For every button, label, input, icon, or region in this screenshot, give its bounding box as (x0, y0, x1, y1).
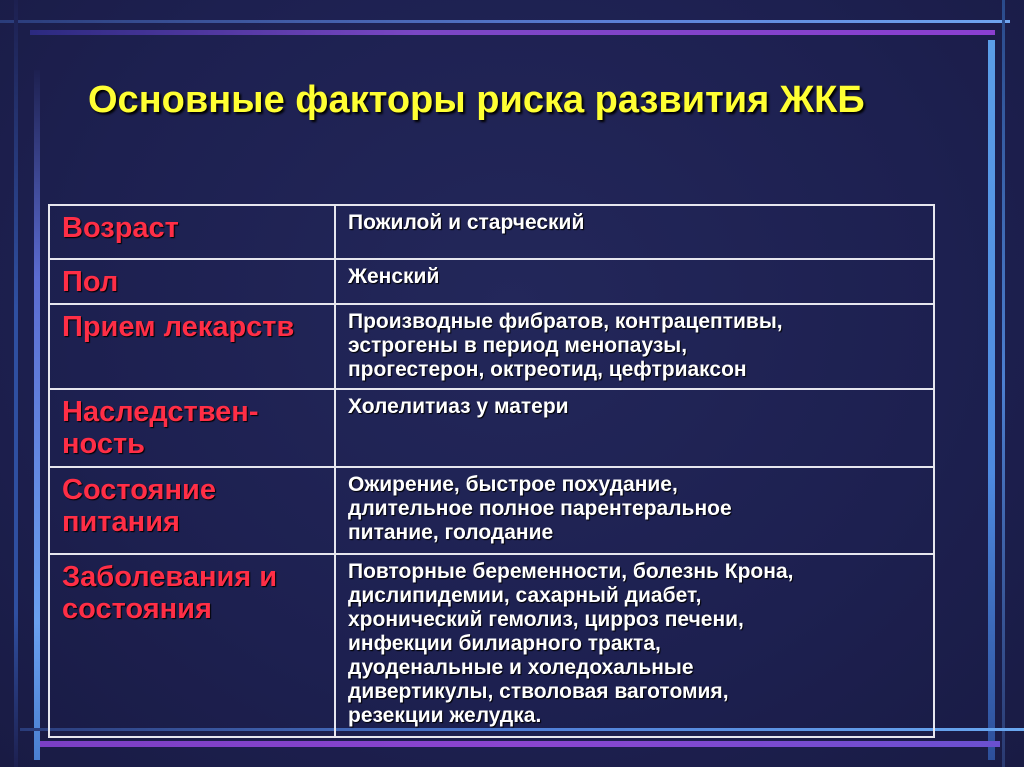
description-line: Холелитиаз у матери (348, 395, 569, 418)
table-row (49, 259, 934, 304)
description-line: эстрогены в период менопаузы, (348, 334, 688, 357)
description-line: Ожирение, быстрое похудание, (348, 473, 678, 496)
factor-label: Прием лекарств (62, 311, 295, 343)
description-cell (335, 389, 934, 467)
description-cell (335, 304, 934, 389)
table-row (49, 389, 934, 467)
description-line: хронический гемолиз, цирроз печени, (348, 608, 744, 631)
description-line: Производные фибратов, контрацептивы, (348, 310, 783, 333)
description-line: прогестерон, октреотид, цефтриаксон (348, 358, 747, 381)
decorative-line (40, 741, 1000, 747)
table-row (49, 554, 934, 737)
decorative-line (0, 20, 1010, 23)
decorative-line (1002, 0, 1005, 767)
factor-cell (49, 467, 335, 554)
description-line: дислипидемии, сахарный диабет, (348, 584, 702, 607)
table-row (49, 467, 934, 554)
description-line: длительное полное парентеральное (348, 497, 732, 520)
description-line: дуоденальные и холедохальные (348, 656, 694, 679)
factor-label: Возраст (62, 212, 179, 244)
table-row (49, 304, 934, 389)
factor-cell (49, 389, 335, 467)
factor-cell (49, 205, 335, 259)
description-line: резекции желудка. (348, 704, 542, 727)
slide-title: Основные факторы риска развития ЖКБ (88, 79, 865, 121)
description-line: Пожилой и старческий (348, 211, 585, 234)
factor-label: Заболевания и состояния (62, 561, 278, 625)
decorative-line (14, 0, 18, 767)
description-line: Женский (348, 265, 440, 288)
decorative-line (30, 30, 995, 35)
risk-factors-table (48, 204, 935, 738)
description-cell (335, 205, 934, 259)
decorative-line (988, 40, 995, 760)
table-row (49, 205, 934, 259)
description-line: дивертикулы, стволовая ваготомия, (348, 680, 729, 703)
factor-cell (49, 304, 335, 389)
description-line: Повторные беременности, болезнь Крона, (348, 560, 794, 583)
factor-label: Состояние питания (62, 474, 216, 538)
factor-label: Пол (62, 266, 119, 298)
factor-label: Наследствен-ность (62, 396, 259, 460)
factor-cell (49, 554, 335, 737)
factor-cell (49, 259, 335, 304)
description-line: инфекции билиарного тракта, (348, 632, 661, 655)
description-cell (335, 554, 934, 737)
description-line: питание, голодание (348, 521, 554, 544)
description-cell (335, 467, 934, 554)
decorative-line (34, 70, 40, 760)
description-cell (335, 259, 934, 304)
